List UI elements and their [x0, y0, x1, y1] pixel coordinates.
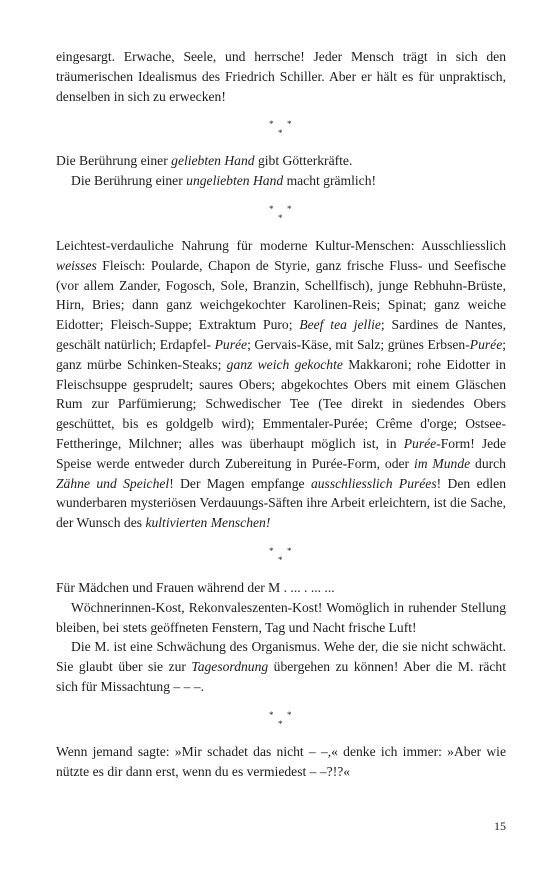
text-run: Wenn jemand sagte: »Mir schadet das nicht – –,« denke ich immer: »Aber wie nützte es dir dann erst, wenn du es vermiedest – –?!?«: [56, 743, 506, 779]
text-run: Die Berührung einer: [56, 153, 172, 169]
text-run: Die M. ist eine Schwächung des Organismus. Wehe der, die sie nicht schwächt. Sie glaubt über sie zur: [56, 639, 506, 675]
italic-run: Purée: [469, 336, 503, 352]
italic-run: weisses: [56, 257, 97, 273]
asterisk: *: [287, 545, 292, 556]
asterisk: *: [269, 119, 274, 130]
asterisk: *: [269, 709, 274, 720]
asterisk: *: [278, 554, 283, 565]
paragraph: [56, 47, 506, 106]
italic-run: im Munde: [413, 455, 471, 471]
text-run: ; Gervais-Käse, mit Salz; grünes Erbsen-: [247, 336, 470, 352]
paragraph: [56, 236, 506, 533]
text-column: [56, 47, 506, 781]
text-run: Wöchnerinnen-Kost, Rekonvaleszenten-Kost! Womöglich in ruhender Stellung bleiben, bei stets geöffneten Fenstern, Tag und Nacht frische Luft!: [56, 599, 506, 635]
section-separator: [56, 106, 506, 151]
page-number: 15: [494, 819, 506, 833]
section-separator: [56, 533, 506, 578]
text-run: macht grämlich!: [283, 173, 377, 189]
italic-run: ganz weich gekochte: [226, 356, 343, 372]
text-run: Leichtest-verdauliche Nahrung für moderne Kultur-Menschen: Ausschliesslich: [56, 237, 506, 253]
paragraph: [56, 637, 506, 696]
italic-run: Purée: [214, 336, 248, 352]
italic-run: Zähne und Speichel: [56, 475, 170, 491]
text-run: ! Der Magen empfange: [169, 475, 311, 491]
asterisk: *: [287, 119, 292, 130]
italic-run: Purée: [403, 435, 437, 451]
asterisk: *: [287, 203, 292, 214]
asterisk: *: [269, 545, 274, 556]
paragraph: [56, 171, 506, 191]
text-run: -Form! Jede Speise werde entweder durch Zubereitung in Purée-Form, oder: [56, 435, 506, 471]
asterisk: *: [278, 128, 283, 139]
section-separator: [56, 191, 506, 236]
asterisk: *: [269, 203, 274, 214]
text-run: Fleisch: Poularde, Chapon de Styrie, ganz frische Fluss- und Seefische (vor allem Zander, Fogosch, Sole, Branzin, Schellfisch), junge Rebhuhn-Brüste, Hirn, Bries; dann ganz weichgekochter Karolinen-Reis; Spinat; ganz weiche Eidotter; Fleisch-Suppe; Extraktum Puro;: [56, 257, 506, 333]
text-run: Die Berührung einer: [71, 173, 187, 189]
italic-run: ungeliebten Hand: [186, 173, 284, 189]
text-run: ; Sardines de Nantes, geschält natürlich; Erdapfel-: [56, 317, 506, 352]
text-run: durch: [470, 455, 506, 471]
text-run: ! Den edlen wunderbaren mysteriösen Verdauungs-Säften ihre Arbeit erleichtern, ist die Sache, der Wunsch des: [56, 475, 507, 531]
text-run: gibt Götterkräfte.: [254, 153, 353, 169]
italic-run: kultivierten Menschen!: [145, 515, 271, 531]
section-separator: [56, 697, 506, 742]
text-run: Makkaroni; rohe Eidotter in Fleischsuppe gesprudelt; saures Obers; abgekochtes Obers mit einem Gläschen Rum zur Parfümierung; Schwedischer Tee (Tee direkt in siedendes Obers geschüttet, bis es goldgelb wird); Emmentaler-Purée; Crême d'orge; Ostsee-Fettheringe, Milchner; alles was überhaupt möglich ist, in: [56, 356, 506, 451]
text-run: Für Mädchen und Frauen während der M . ... . ... ...: [56, 579, 335, 595]
italic-run: Tagesordnung: [191, 659, 269, 675]
text-run: ; ganz mürbe Schinken-Steaks;: [56, 336, 507, 372]
text-run: eingesargt. Erwache, Seele, und herrsche! Jeder Mensch trägt in sich den träumerischen Idealismus des Friedrich Schiller. Aber er hält es für unpraktisch, denselben in sich zu erwecken!: [56, 49, 506, 104]
paragraph: [56, 151, 506, 171]
paragraph: [56, 598, 506, 638]
paragraph: [56, 742, 506, 782]
italic-run: ausschliesslich Purées: [310, 475, 437, 491]
asterisk: *: [278, 718, 283, 729]
italic-run: Beef tea jellie: [299, 317, 381, 333]
text-run: übergehen zu können! Aber die M. rächt sich für Missachtung – – –.: [56, 659, 507, 694]
italic-run: geliebten Hand: [171, 153, 255, 169]
paragraph: [56, 578, 506, 598]
asterisk: *: [278, 212, 283, 223]
asterisk: *: [287, 709, 292, 720]
